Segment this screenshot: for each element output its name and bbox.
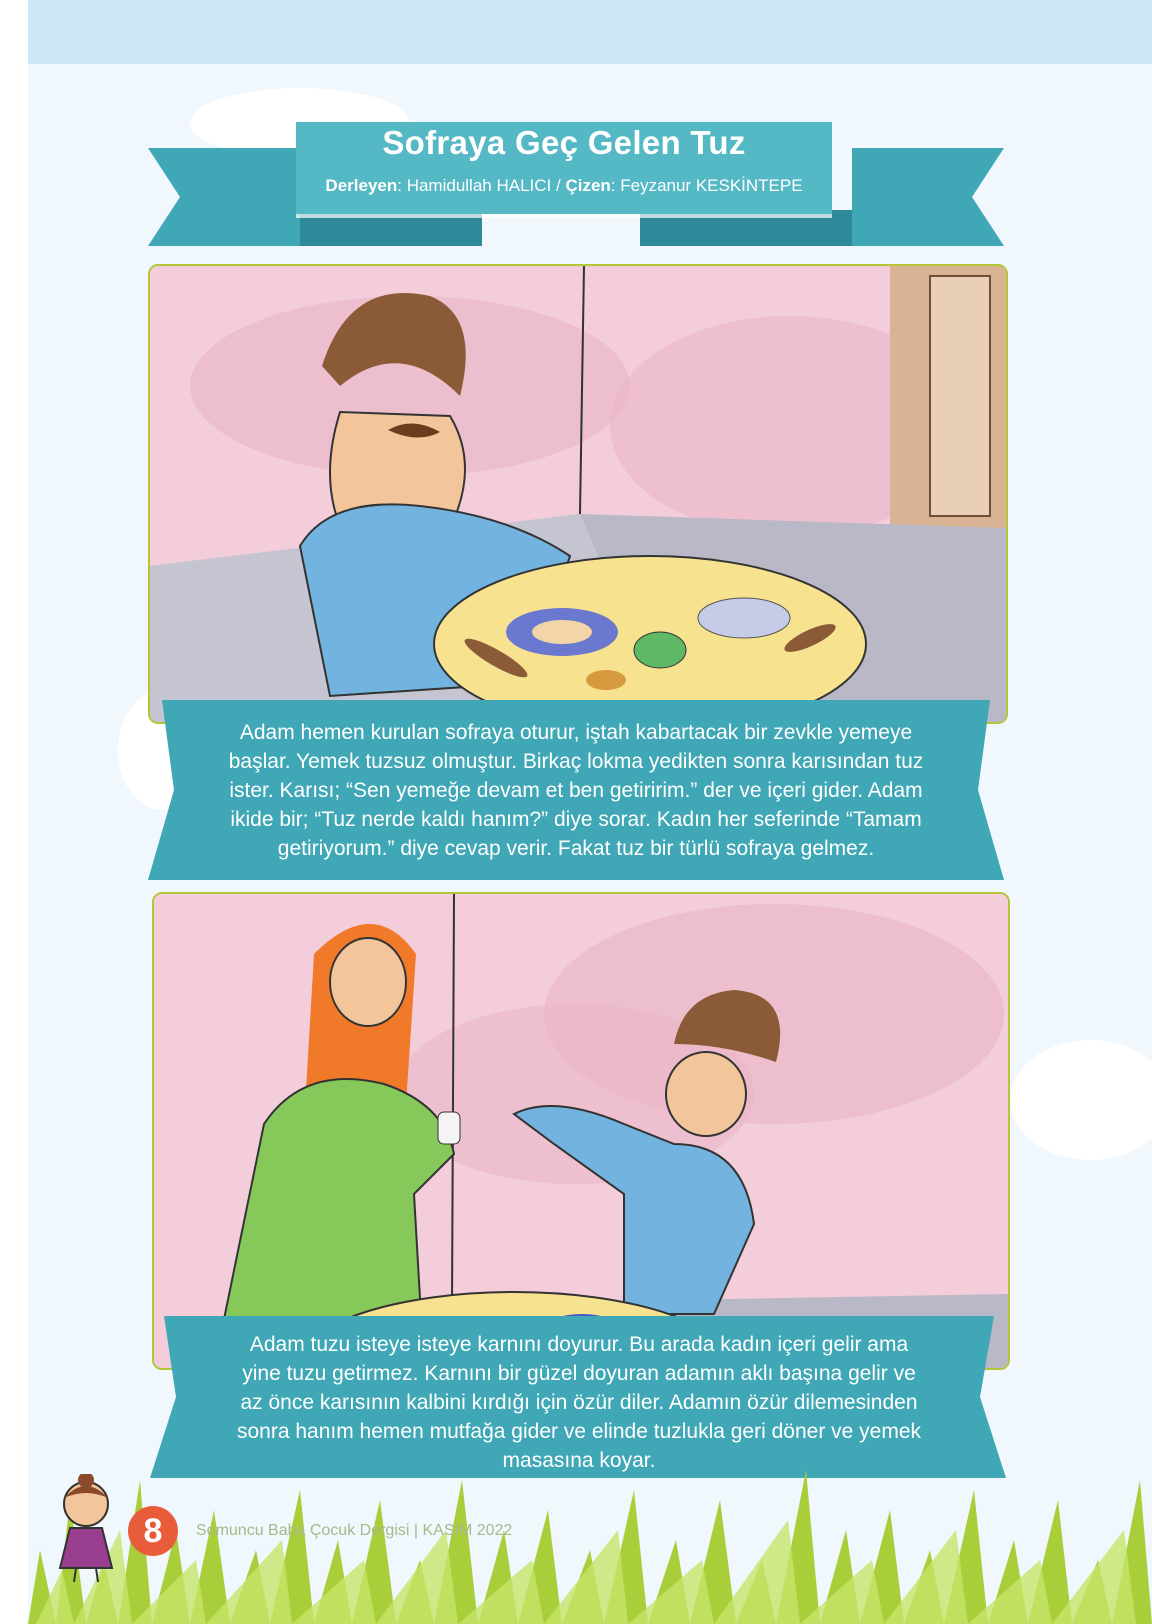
caption-line: getiriyorum.” diye cevap verir. Fakat tuz bir türlü sofraya gelmez. [277,837,875,860]
credit-label-illustrator: Çizen [565,176,611,195]
girl-mascot-icon [46,1474,126,1584]
title-ribbon [0,110,1152,260]
top-band [28,0,1152,64]
illustration-panel-1 [148,264,1008,724]
caption-line: ister. Karısı; “Sen yemeğe devam et ben getiririm.” der ve içeri gider. Adam [229,779,923,802]
caption-line: başlar. Yemek tuzsuz olmuştur. Birkaç lokma yedikten sonra karısından tuz [228,750,924,773]
caption-line: sonra hanım hemen mutfağa gider ve elinde tuzlukla geri döner ve yemek [236,1420,922,1443]
credit-value-compiler: : Hamidullah HALICI / [397,176,566,195]
credit-value-illustrator: : Feyzanur KESKİNTEPE [610,176,803,195]
illustration-woman-with-salt [154,894,1008,1368]
caption-line: masasına koyar. [502,1449,656,1472]
caption-line: ikide bir; “Tuz nerde kaldı hanım?” diye sorar. Kadın her seferinde “Tamam [230,808,922,831]
caption-box-1 [146,700,1006,880]
caption-text-1 [216,718,936,863]
illustration-man-at-table [150,266,1006,722]
illustration-panel-2 [152,892,1010,1370]
caption-line: Adam tuzu isteye isteye karnını doyurur. Bu arada kadın içeri gelir ama [249,1333,909,1356]
caption-line: yine tuzu getirmez. Karnını bir güzel doyuran adamın aklı başına gelir ve [242,1362,916,1385]
page-number-badge: 8 [128,1506,178,1556]
page-title: Sofraya Geç Gelen Tuz [382,124,746,161]
credits [296,176,832,196]
credit-label-compiler: Derleyen [325,176,398,195]
footer-magazine-info: Somuncu Baba Çocuk Dergisi | KASIM 2022 [196,1522,513,1539]
caption-line: az önce karısının kalbini kırdığı için özür diler. Adamın özür dilemesinden [240,1391,918,1414]
caption-line: Adam hemen kurulan sofraya oturur, iştah kabartacak bir zevkle yemeye [239,721,913,744]
